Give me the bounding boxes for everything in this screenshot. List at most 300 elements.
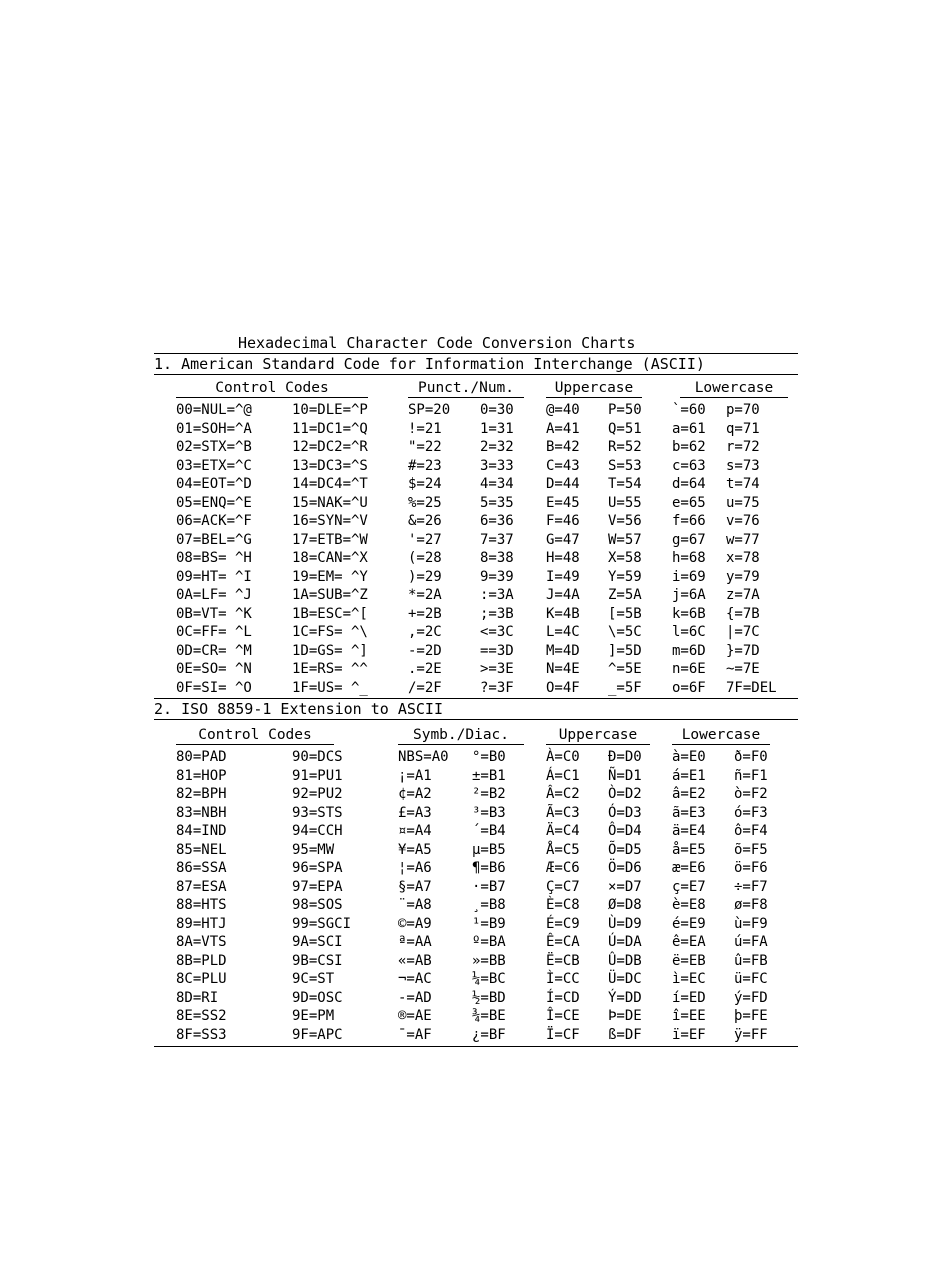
lower-code-a: ê=EA — [672, 934, 706, 950]
page-title: Hexadecimal Character Code Conversion Charts — [238, 334, 636, 352]
control-code-a: 03=ETX=^C — [176, 457, 252, 474]
table-row — [154, 568, 798, 587]
lower-code-a: e=65 — [672, 494, 706, 511]
punct-code-a: ¦=A6 — [398, 860, 432, 876]
lower-code-b: ð=F0 — [734, 749, 768, 765]
upper-code-a: L=4C — [546, 624, 580, 640]
control-code-a: 0A=LF= ^J — [176, 587, 252, 603]
punct-code-a: *=2A — [408, 587, 442, 603]
punct-code-b: ?=3F — [480, 679, 514, 696]
table-row — [154, 549, 798, 568]
group-header-control-codes: Control Codes — [176, 379, 368, 398]
lower-code-b: z=7A — [726, 587, 760, 603]
punct-code-a: %=25 — [408, 494, 442, 511]
group-header-row — [154, 720, 798, 748]
upper-code-a: D=44 — [546, 476, 580, 492]
lower-code-b: ó=F3 — [734, 804, 768, 821]
upper-code-b: Ý=DD — [608, 989, 642, 1006]
table-row — [154, 952, 798, 971]
lower-code-b: ü=FC — [734, 971, 768, 987]
lower-code-a: à=E0 — [672, 749, 706, 765]
upper-code-a: C=43 — [546, 457, 580, 474]
punct-code-a: -=2D — [408, 642, 442, 659]
control-code-b: 1E=RS= ^^ — [292, 661, 368, 677]
punct-code-a: SP=20 — [408, 402, 451, 418]
upper-code-a: Ã=C3 — [546, 804, 580, 821]
control-code-b: 1F=US= ^_ — [292, 679, 368, 696]
punct-code-a: ¢=A2 — [398, 786, 432, 802]
lower-code-b: ~=7E — [726, 661, 760, 677]
punct-code-a: ©=A9 — [398, 915, 432, 932]
punct-code-a: ¯=AF — [398, 1026, 432, 1043]
control-code-a: 0E=SO= ^N — [176, 661, 252, 677]
control-code-a: 8D=RI — [176, 989, 219, 1006]
control-code-b: 10=DLE=^P — [292, 402, 368, 418]
lower-code-b: õ=F5 — [734, 841, 768, 858]
punct-code-b: ½=BD — [472, 989, 506, 1006]
section-heading-iso: 2. ISO 8859-1 Extension to ASCII — [154, 700, 443, 718]
control-code-a: 8E=SS2 — [176, 1008, 227, 1024]
upper-code-b: Ü=DC — [608, 971, 642, 987]
table-row — [154, 531, 798, 550]
control-code-a: 89=HTJ — [176, 915, 227, 932]
control-code-b: 14=DC4=^T — [292, 476, 368, 492]
punct-code-a: ¨=A8 — [398, 897, 432, 913]
upper-code-b: V=56 — [608, 513, 642, 529]
group-header-control-codes: Control Codes — [176, 726, 334, 745]
lower-code-a: j=6A — [672, 587, 706, 603]
table-row — [154, 1007, 798, 1026]
control-code-a: 85=NEL — [176, 841, 227, 858]
lower-code-b: þ=FE — [734, 1008, 768, 1024]
section-heading-ascii: 1. American Standard Code for Information Interchange (ASCII) — [154, 355, 705, 373]
control-code-b: 9E=PM — [292, 1008, 335, 1024]
lower-code-a: d=64 — [672, 476, 706, 492]
control-code-a: 81=HOP — [176, 767, 227, 784]
lower-code-a: f=66 — [672, 513, 706, 529]
control-code-b: 90=DCS — [292, 749, 343, 765]
upper-code-a: H=48 — [546, 550, 580, 566]
table-row — [154, 767, 798, 786]
table-row — [154, 512, 798, 531]
upper-code-a: Ä=C4 — [546, 823, 580, 839]
lower-code-a: ç=E7 — [672, 878, 706, 895]
lower-code-b: {=7B — [726, 605, 760, 622]
upper-code-a: N=4E — [546, 661, 580, 677]
control-code-a: 8B=PLD — [176, 952, 227, 969]
punct-code-a: $=24 — [408, 476, 442, 492]
lower-code-a: o=6F — [672, 679, 706, 696]
lower-code-b: p=70 — [726, 402, 760, 418]
upper-code-b: P=50 — [608, 402, 642, 418]
upper-code-a: F=46 — [546, 513, 580, 529]
punct-code-b: ·=B7 — [472, 878, 506, 895]
upper-code-b: Ô=D4 — [608, 823, 642, 839]
group-header-lowercase: Lowercase — [672, 726, 770, 745]
table-row — [154, 915, 798, 934]
punct-code-a: &=26 — [408, 513, 442, 529]
upper-code-a: J=4A — [546, 587, 580, 603]
upper-code-b: Ù=D9 — [608, 915, 642, 932]
lower-code-b: y=79 — [726, 568, 760, 585]
table-row — [154, 475, 798, 494]
upper-code-a: Á=C1 — [546, 767, 580, 784]
control-code-a: 86=SSA — [176, 860, 227, 876]
control-code-b: 15=NAK=^U — [292, 494, 368, 511]
upper-code-b: ×=D7 — [608, 878, 642, 895]
punct-code-a: +=2B — [408, 605, 442, 622]
punct-code-b: ¶=B6 — [472, 860, 506, 876]
table-row — [154, 804, 798, 823]
punct-code-b: ¼=BC — [472, 971, 506, 987]
lower-code-a: b=62 — [672, 439, 706, 455]
control-code-b: 1D=GS= ^] — [292, 642, 368, 659]
upper-code-a: I=49 — [546, 568, 580, 585]
upper-code-a: Ë=CB — [546, 952, 580, 969]
lower-code-b: ö=F6 — [734, 860, 768, 876]
control-code-b: 98=SOS — [292, 897, 343, 913]
control-code-b: 94=CCH — [292, 823, 343, 839]
upper-code-b: ^=5E — [608, 661, 642, 677]
control-code-a: 8A=VTS — [176, 934, 227, 950]
upper-code-a: Æ=C6 — [546, 860, 580, 876]
punct-code-b: º=BA — [472, 934, 506, 950]
lower-code-b: ñ=F1 — [734, 767, 768, 784]
upper-code-a: Ê=CA — [546, 934, 580, 950]
lower-code-a: `=60 — [672, 402, 706, 418]
upper-code-b: _=5F — [608, 679, 642, 696]
punct-code-a: «=AB — [398, 952, 432, 969]
control-code-a: 02=STX=^B — [176, 439, 252, 455]
group-header-punct-num: Punct./Num. — [408, 379, 524, 398]
control-code-b: 9C=ST — [292, 971, 335, 987]
control-code-a: 80=PAD — [176, 749, 227, 765]
lower-code-a: h=68 — [672, 550, 706, 566]
punct-code-b: »=BB — [472, 952, 506, 969]
punct-code-a: )=29 — [408, 568, 442, 585]
lower-code-b: ÿ=FF — [734, 1026, 768, 1043]
control-code-a: 82=BPH — [176, 786, 227, 802]
lower-code-b: r=72 — [726, 439, 760, 455]
control-code-b: 91=PU1 — [292, 767, 343, 784]
upper-code-b: Ú=DA — [608, 934, 642, 950]
upper-code-a: Â=C2 — [546, 786, 580, 802]
lower-code-b: ú=FA — [734, 934, 768, 950]
lower-code-a: m=6D — [672, 642, 706, 659]
lower-code-b: ô=F4 — [734, 823, 768, 839]
control-code-a: 09=HT= ^I — [176, 568, 252, 585]
punct-code-b: 9=39 — [480, 568, 514, 585]
control-code-a: 01=SOH=^A — [176, 420, 252, 437]
control-code-a: 8F=SS3 — [176, 1026, 227, 1043]
group-header-lowercase: Lowercase — [680, 379, 788, 398]
upper-code-a: @=40 — [546, 402, 580, 418]
punct-code-b: ¾=BE — [472, 1008, 506, 1024]
lower-code-b: s=73 — [726, 457, 760, 474]
table-row — [154, 438, 798, 457]
lower-code-a: a=61 — [672, 420, 706, 437]
control-code-a: 08=BS= ^H — [176, 550, 252, 566]
lower-code-b: û=FB — [734, 952, 768, 969]
lower-code-a: n=6E — [672, 661, 706, 677]
lower-code-a: å=E5 — [672, 841, 706, 858]
control-code-a: 07=BEL=^G — [176, 531, 252, 548]
upper-code-b: Ñ=D1 — [608, 767, 642, 784]
lower-code-b: ò=F2 — [734, 786, 768, 802]
upper-code-b: W=57 — [608, 531, 642, 548]
table-row — [154, 660, 798, 679]
lower-code-a: ë=EB — [672, 952, 706, 969]
punct-code-b: <=3C — [480, 624, 514, 640]
punct-code-b: :=3A — [480, 587, 514, 603]
control-code-b: 95=MW — [292, 841, 335, 858]
upper-code-a: È=C8 — [546, 897, 580, 913]
group-header-row — [154, 375, 798, 401]
control-code-b: 96=SPA — [292, 860, 343, 876]
table-row — [154, 586, 798, 605]
table-row — [154, 822, 798, 841]
control-code-a: 0F=SI= ^O — [176, 679, 252, 696]
table-row — [154, 401, 798, 420]
punct-code-b: 7=37 — [480, 531, 514, 548]
lower-code-b: q=71 — [726, 420, 760, 437]
control-code-a: 83=NBH — [176, 804, 227, 821]
table-row — [154, 970, 798, 989]
control-code-b: 9B=CSI — [292, 952, 343, 969]
lower-code-a: î=EE — [672, 1008, 706, 1024]
punct-code-b: ±=B1 — [472, 767, 506, 784]
table-row — [154, 642, 798, 661]
upper-code-a: K=4B — [546, 605, 580, 622]
lower-code-a: k=6B — [672, 605, 706, 622]
table-row — [154, 623, 798, 642]
control-code-b: 9F=APC — [292, 1026, 343, 1043]
punct-code-b: >=3E — [480, 661, 514, 677]
control-code-b: 99=SGCI — [292, 915, 352, 932]
control-code-b: 93=STS — [292, 804, 343, 821]
control-code-b: 18=CAN=^X — [292, 550, 368, 566]
table-row — [154, 494, 798, 513]
control-code-a: 87=ESA — [176, 878, 227, 895]
lower-code-a: ï=EF — [672, 1026, 706, 1043]
upper-code-a: G=47 — [546, 531, 580, 548]
control-code-b: 16=SYN=^V — [292, 513, 368, 529]
punct-code-b: 3=33 — [480, 457, 514, 474]
lower-code-a: i=69 — [672, 568, 706, 585]
lower-code-a: æ=E6 — [672, 860, 706, 876]
punct-code-a: ¡=A1 — [398, 767, 432, 784]
control-code-a: 00=NUL=^@ — [176, 402, 252, 418]
punct-code-b: ´=B4 — [472, 823, 506, 839]
control-code-a: 84=IND — [176, 823, 227, 839]
table-row — [154, 896, 798, 915]
punct-code-a: .=2E — [408, 661, 442, 677]
punct-code-b: ¹=B9 — [472, 915, 506, 932]
punct-code-a: ¥=A5 — [398, 841, 432, 858]
lower-code-a: l=6C — [672, 624, 706, 640]
upper-code-a: Ç=C7 — [546, 878, 580, 895]
upper-code-b: ß=DF — [608, 1026, 642, 1043]
punct-code-a: ¤=A4 — [398, 823, 432, 839]
upper-code-b: Q=51 — [608, 420, 642, 437]
punct-code-a: "=22 — [408, 439, 442, 455]
control-code-b: 97=EPA — [292, 878, 343, 895]
punct-code-b: ³=B3 — [472, 804, 506, 821]
upper-code-a: À=C0 — [546, 749, 580, 765]
lower-code-b: |=7C — [726, 624, 760, 640]
table-row — [154, 605, 798, 624]
lower-code-a: â=E2 — [672, 786, 706, 802]
punct-code-a: (=28 — [408, 550, 442, 566]
ascii-code-rows — [154, 401, 798, 697]
lower-code-b: x=78 — [726, 550, 760, 566]
upper-code-b: ]=5D — [608, 642, 642, 659]
lower-code-a: ä=E4 — [672, 823, 706, 839]
lower-code-a: g=67 — [672, 531, 706, 548]
group-header-uppercase: Uppercase — [546, 726, 650, 745]
lower-code-b: ù=F9 — [734, 915, 768, 932]
punct-code-a: #=23 — [408, 457, 442, 474]
lower-code-b: t=74 — [726, 476, 760, 492]
upper-code-b: R=52 — [608, 439, 642, 455]
upper-code-b: U=55 — [608, 494, 642, 511]
control-code-b: 1C=FS= ^\ — [292, 624, 368, 640]
upper-code-a: O=4F — [546, 679, 580, 696]
table-row — [154, 1026, 798, 1045]
control-code-b: 1B=ESC=^[ — [292, 605, 368, 622]
control-code-b: 13=DC3=^S — [292, 457, 368, 474]
punct-code-b: ¿=BF — [472, 1026, 506, 1043]
control-code-b: 17=ETB=^W — [292, 531, 368, 548]
table-row — [154, 841, 798, 860]
control-code-b: 9A=SCI — [292, 934, 343, 950]
upper-code-b: \=5C — [608, 624, 642, 640]
table-row — [154, 933, 798, 952]
lower-code-b: w=77 — [726, 531, 760, 548]
control-code-a: 0C=FF= ^L — [176, 624, 252, 640]
control-code-a: 05=ENQ=^E — [176, 494, 252, 511]
punct-code-b: 0=30 — [480, 402, 514, 418]
upper-code-b: Y=59 — [608, 568, 642, 585]
punct-code-b: °=B0 — [472, 749, 506, 765]
control-code-b: 1A=SUB=^Z — [292, 587, 368, 603]
table-row — [154, 878, 798, 897]
upper-code-b: Ø=D8 — [608, 897, 642, 913]
iso-code-rows — [154, 748, 798, 1044]
lower-code-a: è=E8 — [672, 897, 706, 913]
punct-code-b: ;=3B — [480, 605, 514, 622]
upper-code-a: Ï=CF — [546, 1026, 580, 1043]
upper-code-a: É=C9 — [546, 915, 580, 932]
table-row — [154, 748, 798, 767]
punct-code-b: ²=B2 — [472, 786, 506, 802]
punct-code-b: µ=B5 — [472, 841, 506, 858]
group-header-uppercase: Uppercase — [546, 379, 642, 398]
punct-code-b: ¸=B8 — [472, 897, 506, 913]
punct-code-b: 1=31 — [480, 420, 514, 437]
upper-code-b: Û=DB — [608, 952, 642, 969]
upper-code-b: Þ=DE — [608, 1008, 642, 1024]
control-code-b: 11=DC1=^Q — [292, 420, 368, 437]
control-code-b: 19=EM= ^Y — [292, 568, 368, 585]
control-code-a: 8C=PLU — [176, 971, 227, 987]
upper-code-b: S=53 — [608, 457, 642, 474]
upper-code-a: Ì=CC — [546, 971, 580, 987]
lower-code-a: c=63 — [672, 457, 706, 474]
table-row — [154, 420, 798, 439]
upper-code-b: Ó=D3 — [608, 804, 642, 821]
punct-code-a: NBS=A0 — [398, 749, 449, 765]
group-header-symb-diac: Symb./Diac. — [398, 726, 524, 745]
punct-code-a: ®=AE — [398, 1008, 432, 1024]
punct-code-b: 8=38 — [480, 550, 514, 566]
punct-code-a: ¬=AC — [398, 971, 432, 987]
table-row — [154, 989, 798, 1008]
punct-code-b: 4=34 — [480, 476, 514, 492]
upper-code-a: E=45 — [546, 494, 580, 511]
lower-code-b: ø=F8 — [734, 897, 768, 913]
punct-code-a: '=27 — [408, 531, 442, 548]
table-row — [154, 785, 798, 804]
punct-code-b: 2=32 — [480, 439, 514, 455]
table-row — [154, 457, 798, 476]
punct-code-a: -=AD — [398, 989, 432, 1006]
control-code-a: 88=HTS — [176, 897, 227, 913]
upper-code-b: Ö=D6 — [608, 860, 642, 876]
upper-code-a: A=41 — [546, 420, 580, 437]
control-code-a: 04=EOT=^D — [176, 476, 252, 492]
control-code-b: 12=DC2=^R — [292, 439, 368, 455]
punct-code-b: ==3D — [480, 642, 514, 659]
punct-code-a: §=A7 — [398, 878, 432, 895]
lower-code-a: ã=E3 — [672, 804, 706, 821]
upper-code-b: Ò=D2 — [608, 786, 642, 802]
upper-code-b: T=54 — [608, 476, 642, 492]
punct-code-b: 6=36 — [480, 513, 514, 529]
punct-code-a: ª=AA — [398, 934, 432, 950]
control-code-b: 9D=OSC — [292, 989, 343, 1006]
lower-code-a: é=E9 — [672, 915, 706, 932]
punct-code-a: ,=2C — [408, 624, 442, 640]
upper-code-a: Í=CD — [546, 989, 580, 1006]
upper-code-a: Î=CE — [546, 1008, 580, 1024]
punct-code-a: /=2F — [408, 679, 442, 696]
upper-code-a: Å=C5 — [546, 841, 580, 858]
control-code-a: 0B=VT= ^K — [176, 605, 252, 622]
conversion-chart-page — [154, 333, 798, 1047]
lower-code-a: ì=EC — [672, 971, 706, 987]
lower-code-a: á=E1 — [672, 767, 706, 784]
punct-code-b: 5=35 — [480, 494, 514, 511]
lower-code-b: ý=FD — [734, 989, 768, 1006]
upper-code-b: Õ=D5 — [608, 841, 642, 858]
control-code-a: 0D=CR= ^M — [176, 642, 252, 659]
lower-code-b: }=7D — [726, 642, 760, 659]
upper-code-b: [=5B — [608, 605, 642, 622]
punct-code-a: !=21 — [408, 420, 442, 437]
control-code-b: 92=PU2 — [292, 786, 343, 802]
upper-code-a: M=4D — [546, 642, 580, 659]
lower-code-b: 7F=DEL — [726, 679, 777, 696]
bottom-rule — [154, 1046, 798, 1047]
lower-code-b: v=76 — [726, 513, 760, 529]
upper-code-b: Ð=D0 — [608, 749, 642, 765]
lower-code-b: ÷=F7 — [734, 878, 768, 895]
upper-code-b: X=58 — [608, 550, 642, 566]
lower-code-a: í=ED — [672, 989, 706, 1006]
table-row — [154, 679, 798, 698]
table-row — [154, 859, 798, 878]
